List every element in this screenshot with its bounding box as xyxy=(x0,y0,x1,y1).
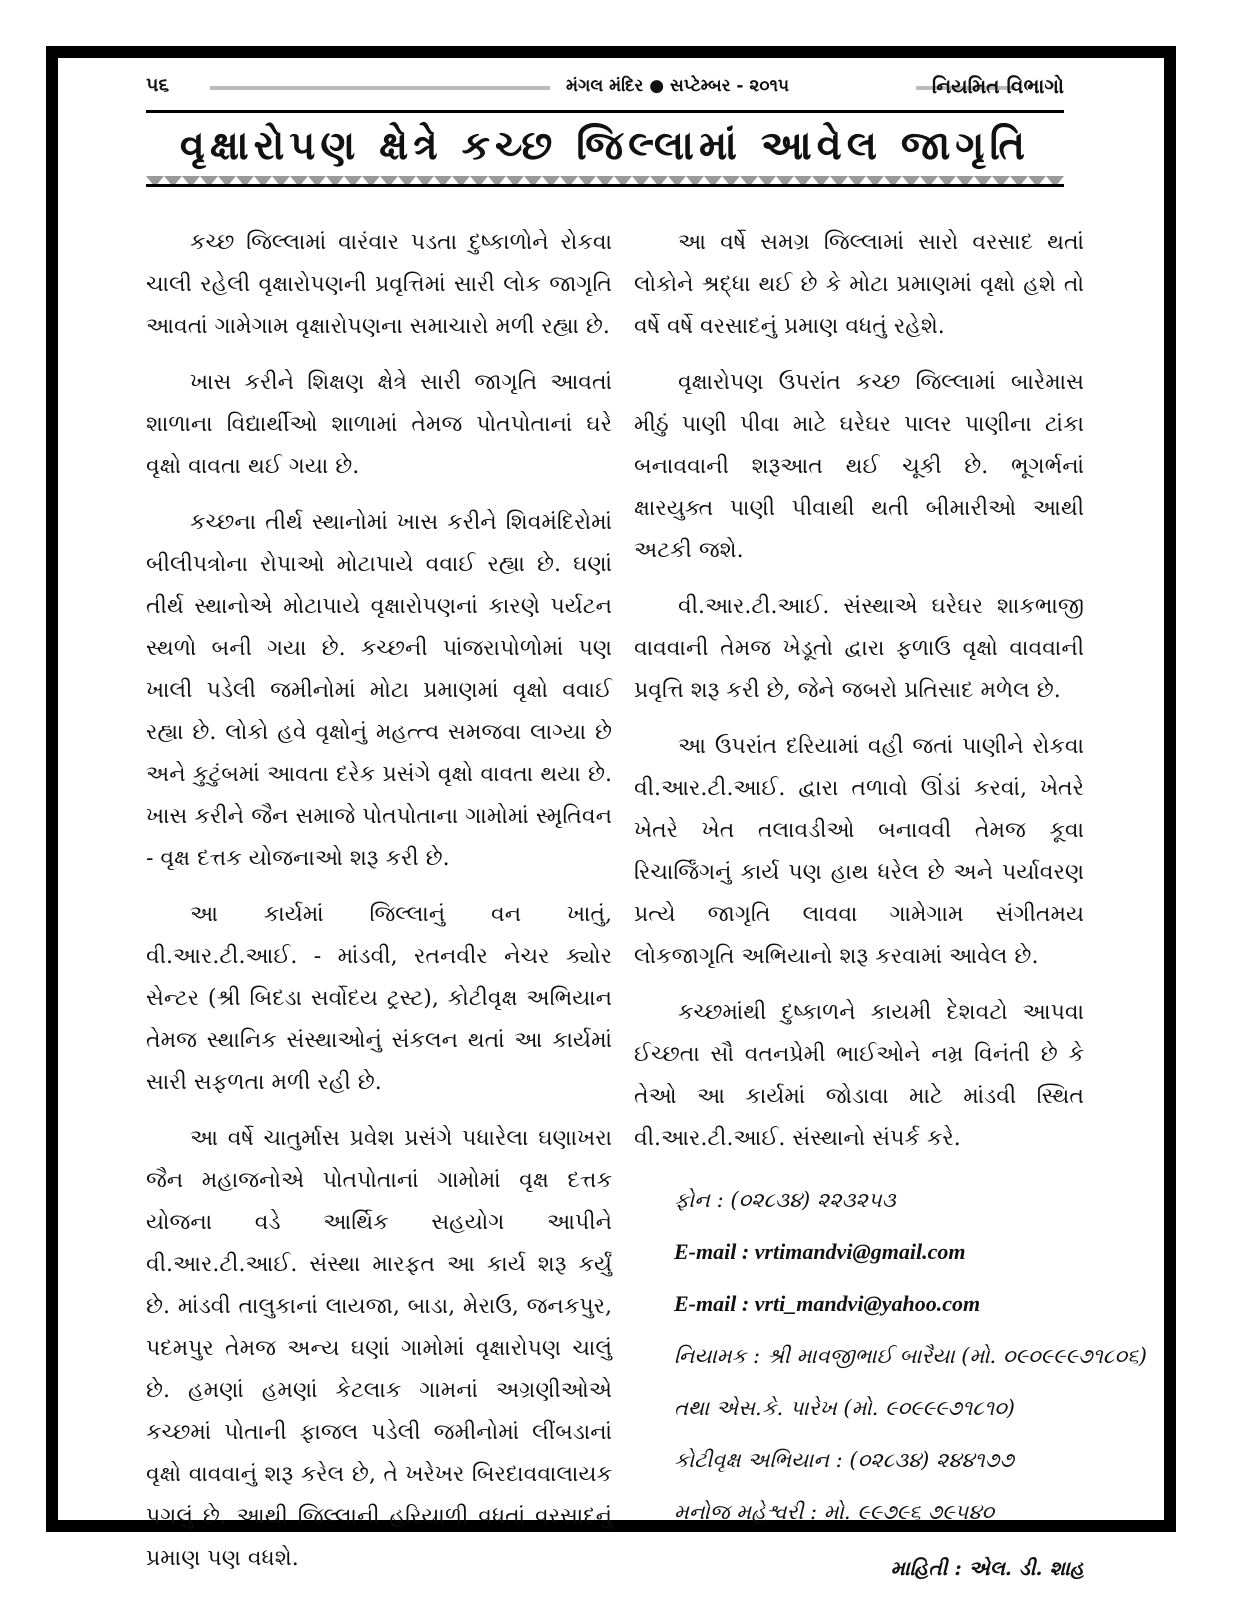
title-bottom-rule xyxy=(146,184,1064,187)
coordinator-contact-2: તથા એસ.કે. પારેખ (મો. ૯૦૯૯૯૭૧૮૧૦) xyxy=(674,1396,1015,1420)
manoj-contact: મનોજ મહેશ્વરી : મો. ૯૯૭૯૬ ૭૯૫૪૦ xyxy=(674,1500,995,1524)
paragraph: ખાસ કરીને શિક્ષણ ક્ષેત્રે સારી જાગૃતિ આવતાં શાળાના વિદ્યાર્થીઓ શાળામાં તેમજ પોતપોતાનાં ઘરે વૃક્ષો વાવતા થઈ ગયા છે. xyxy=(146,370,612,479)
paragraph: આ કાર્યમાં જિલ્લાનું વન ખાતું, વી.આર.ટી.આઈ. - માંડવી, રતનવીર નેચર ક્યોર સેન્ટર (શ્રી બિદડા સર્વોદય ટ્રસ્ટ), કોટીવૃક્ષ અભિયાન તેમજ સ્થાનિક સંસ્થાઓનું સંકલન થતાં આ કાર્યમાં સારી સફળતા મળી રહી છે. xyxy=(146,902,612,1095)
title-top-rule xyxy=(146,110,1064,113)
info-credit: માહિતી : એલ. ડી. શાહ xyxy=(890,1556,1084,1580)
page-number: ૫૬ xyxy=(146,74,170,96)
title-zigzag-border xyxy=(146,176,1064,190)
email-yahoo: E-mail : vrti_mandvi@yahoo.com xyxy=(674,1291,981,1316)
email-gmail: E-mail : vrtimandvi@gmail.com xyxy=(674,1239,966,1264)
publication-line: મંગલ મંદિર ● સપ્ટેમ્બર - ૨૦૧૫ xyxy=(566,76,790,96)
contact-block xyxy=(634,1174,1147,1594)
paragraph: આ ઉપરાંત દરિયામાં વહી જતાં પાણીને રોકવા વી.આર.ટી.આઈ. દ્વારા તળાવો ઊંડાં કરવાં, ખેતરે ખેતરે ખેત તલાવડીઓ બનાવવી તેમજ કૂવા રિચાર્જિંગનું કાર્ય પણ હાથ ધરેલ છે અને પર્યાવરણ પ્રત્યે જાગૃતિ લાવવા ગામેગામ સંગીતમય લોકજાગૃતિ અભિયાનો શરૂ કરવામાં આવેલ છે. xyxy=(634,734,1084,969)
paragraph: વી.આર.ટી.આઈ. સંસ્થાએ ઘરેઘર શાકભાજી વાવવાની તેમજ ખેડૂતો દ્વારા ફળાઉ વૃક્ષો વાવવાની પ્રવૃત્તિ શરૂ કરી છે, જેને જબરો પ્રતિસાદ મળેલ છે. xyxy=(634,594,1084,703)
coordinator-contact: નિયામક : શ્રી માવજીભાઈ બારૈયા (મો. ૦૯૦૯૯૯૭૧૮૦૬) xyxy=(674,1344,1147,1368)
phone-number: ફોન : (૦૨૮૩૪) ૨૨૩૨૫૩ xyxy=(674,1188,896,1212)
kotivruksh-contact: કોટીવૃક્ષ અભિયાન : (૦૨૮૩૪) ૨૪૪૧૭૭ xyxy=(674,1448,1014,1472)
paragraph: આ વર્ષે સમગ્ર જિલ્લામાં સારો વરસાદ થતાં લોકોને શ્રદ્ધા થઈ છે કે મોટા પ્રમાણમાં વૃક્ષો હશે તો વર્ષે વર્ષે વરસાદનું પ્રમાણ વધતું રહેશે. xyxy=(634,230,1084,339)
paragraph: કચ્છ જિલ્લામાં વારંવાર પડતા દુષ્કાળોને રોકવા ચાલી રહેલી વૃક્ષારોપણની પ્રવૃત્તિમાં સારી લોક જાગૃતિ આવતાં ગામેગામ વૃક્ષારોપણના સમાચારો મળી રહ્યા છે. xyxy=(146,230,612,339)
paragraph: કચ્છમાંથી દુષ્કાળને કાયમી દેશવટો આપવા ઈચ્છતા સૌ વતનપ્રેમી ભાઈઓને નમ્ર વિનંતી છે કે તેઓ આ કાર્યમાં જોડાવા માટે માંડવી સ્થિત વી.આર.ટી.આઈ. સંસ્થાનો સંપર્ક કરે. xyxy=(634,1000,1084,1151)
right-column xyxy=(634,222,1147,1594)
paragraph: કચ્છના તીર્થ સ્થાનોમાં ખાસ કરીને શિવમંદિરોમાં બીલીપત્રોના રોપાઓ મોટાપાયે વવાઈ રહ્યા છે. ઘણાં તીર્થ સ્થાનોએ મોટાપાયે વૃક્ષારોપણનાં કારણે પર્યટન સ્થળો બની ગયા છે. કચ્છની પાંજરાપોળોમાં પણ ખાલી પડેલી જમીનોમાં મોટા પ્રમાણમાં વૃક્ષો વવાઈ રહ્યા છે. લોકો હવે વૃક્ષોનું મહત્ત્વ સમજવા લાગ્યા છે અને કુટુંબમાં આવતા દરેક પ્રસંગે વૃક્ષો વાવતા થયા છે. ખાસ કરીને જૈન સમાજે પોતપોતાના ગામોમાં સ્મૃતિવન - વૃક્ષ દત્તક યોજનાઓ શરૂ કરી છે. xyxy=(146,510,612,871)
paragraph: આ વર્ષે ચાતુર્માસ પ્રવેશ પ્રસંગે પધારેલા ઘણાખરા જૈન મહાજનોએ પોતપોતાનાં ગામોમાં વૃક્ષ દત્તક યોજના વડે આર્થિક સહયોગ આપીને વી.આર.ટી.આઈ. સંસ્થા મારફત આ કાર્ય શરૂ કર્યું છે. માંડવી તાલુકાનાં લાયજા, બાડા, મેરાઉ, જનકપુર, પદમપુર તેમજ અન્ય ઘણાં ગામોમાં વૃક્ષારોપણ ચાલું છે. હમણાં હમણાં કેટલાક ગામનાં અગ્રણીઓએ કચ્છમાં પોતાની ફાજલ પડેલી જમીનોમાં લીંબડાનાં વૃક્ષો વાવવાનું શરૂ કરેલ છે, તે ખરેખર બિરદાવવાલાયક પગલું છે. આથી જિલ્લાની હરિયાળી વધતાં વરસાદનું પ્રમાણ પણ વધશે. xyxy=(146,1126,612,1571)
section-name: નિયમિત વિભાગો xyxy=(931,74,1064,98)
paragraph: વૃક્ષારોપણ ઉપરાંત કચ્છ જિલ્લામાં બારેમાસ મીઠું પાણી પીવા માટે ઘરેઘર પાલર પાણીના ટાંકા બનાવવાની શરૂઆત થઈ ચૂકી છે. ભૂગર્ભનાં ક્ષારયુક્ત પાણી પીવાથી થતી બીમારીઓ આથી અટકી જશે. xyxy=(634,370,1084,563)
header-rule-left xyxy=(210,86,550,90)
article-title: વૃક્ષારોપણ ક્ષેત્રે કચ્છ જિલ્લામાં આવેલ જાગૃતિ xyxy=(179,123,1031,169)
left-column xyxy=(146,222,612,1594)
page-header xyxy=(146,74,1064,102)
